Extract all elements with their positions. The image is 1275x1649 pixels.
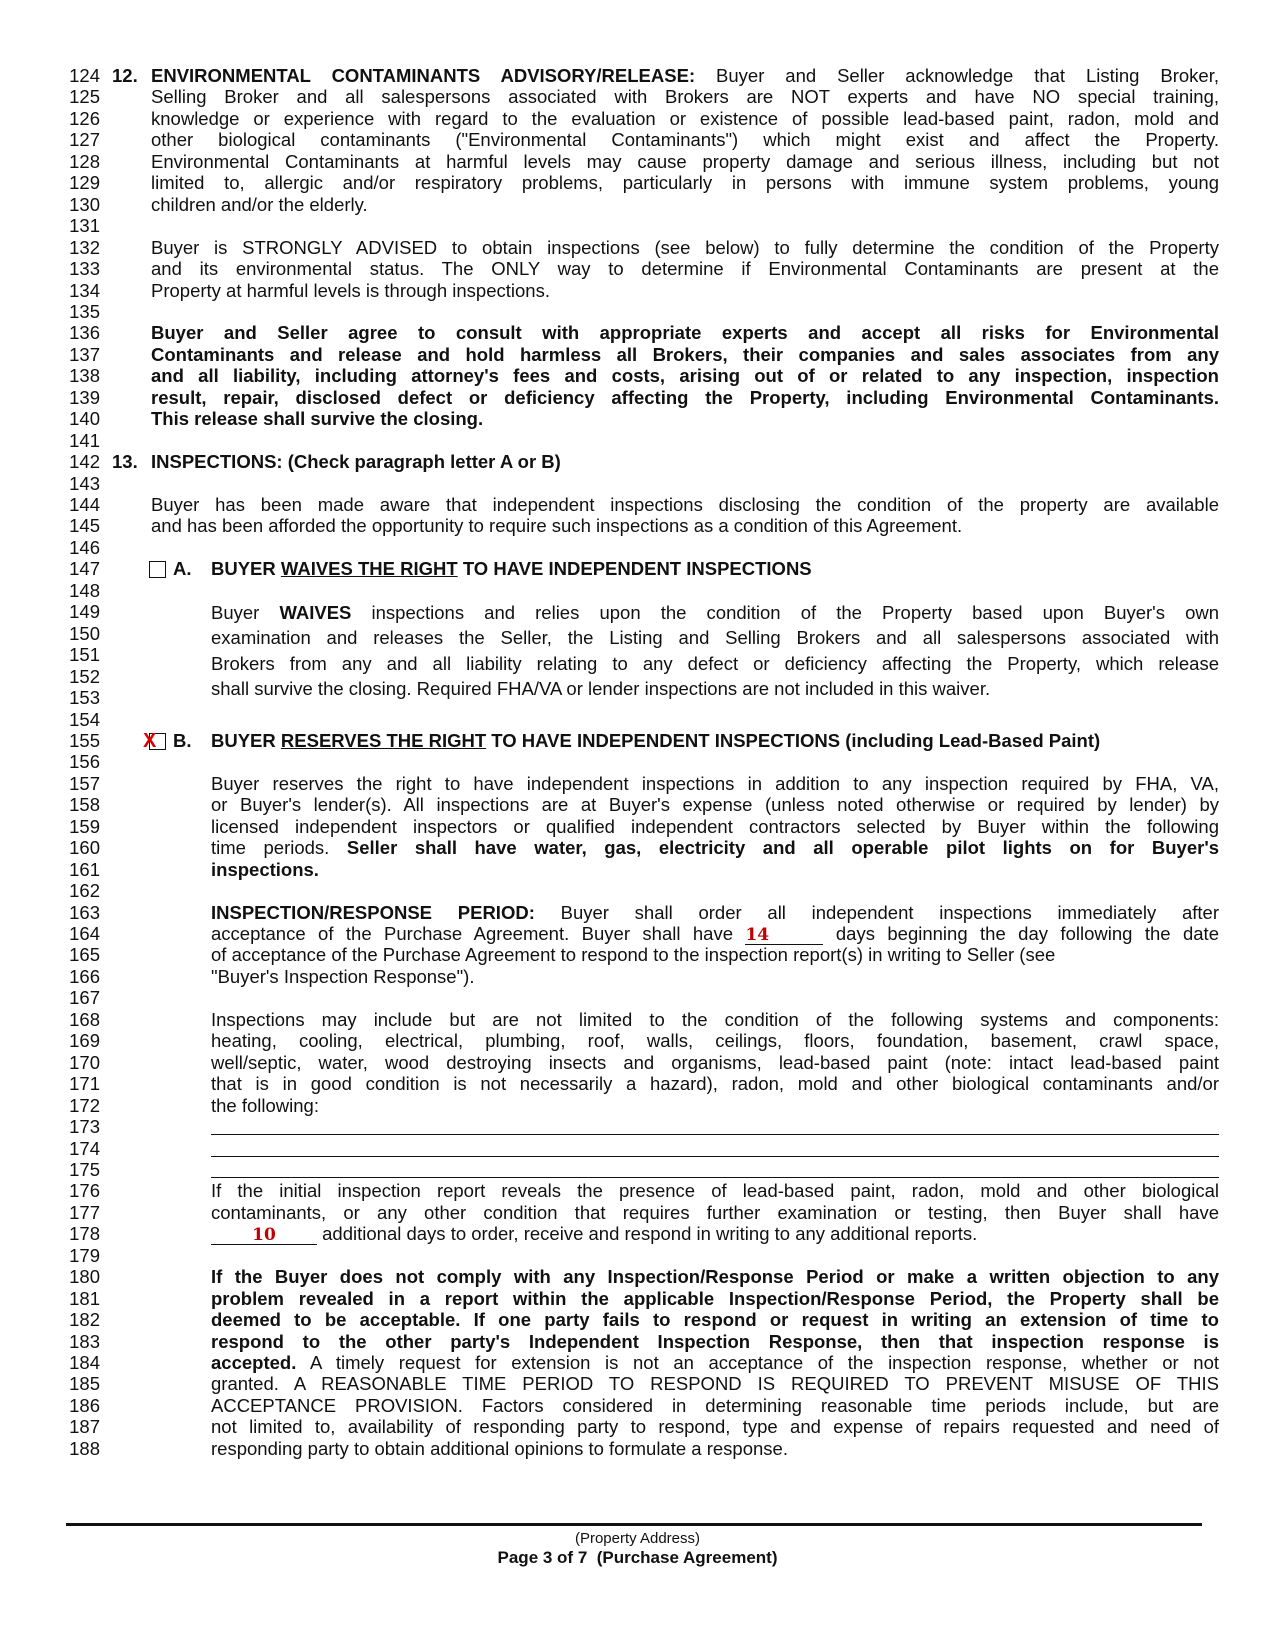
text-line [211, 1030, 1219, 1052]
text-segment: Buyer and Seller agree to consult with appropriate experts and accept all risks for Environmental [151, 322, 1219, 344]
filled-blank-field[interactable]: 10 [211, 1226, 317, 1245]
text-segment: A timely request for extension is not an acceptance of the inspection response, whether or not [296, 1352, 1219, 1373]
text-line [211, 1288, 1219, 1310]
text-segment: WAIVES THE RIGHT [280, 558, 458, 580]
line-number: 157 [69, 772, 100, 794]
line-number: 178 [69, 1223, 100, 1245]
text-segment: and all liability, including attorney's fees and costs, arising out of or related to any inspection, inspection [151, 365, 1219, 387]
text-line [151, 515, 1219, 537]
text-segment: RESERVES THE RIGHT [280, 729, 487, 751]
text-line [151, 65, 1219, 87]
text-segment: Brokers from any and all liability relating to any defect or deficiency affecting the Property, which release [211, 653, 1219, 674]
text-line [211, 816, 1219, 838]
line-number: 158 [69, 794, 100, 816]
line-number: 185 [69, 1373, 100, 1395]
line-number: 167 [69, 987, 100, 1009]
line-number: 181 [69, 1287, 100, 1309]
text-segment: Property at harmful levels is through inspections. [151, 279, 550, 301]
text-segment: that is in good condition is not necessarily a hazard), radon, mold and other biological contaminants and/or [211, 1073, 1219, 1095]
text-segment: Buyer and Seller acknowledge that Listing Broker, [695, 65, 1219, 86]
text-segment: Buyer [211, 602, 280, 623]
line-number: 180 [69, 1266, 100, 1288]
text-line [211, 1395, 1219, 1417]
line-number: 151 [69, 644, 100, 666]
text-line [151, 258, 1219, 280]
blank-entry-line[interactable] [211, 1177, 1219, 1178]
text-segment: BUYER [211, 729, 281, 751]
text-segment: and has been afforded the opportunity to require such inspections as a condition of this Agreement. [151, 515, 963, 537]
text-line [151, 494, 1219, 516]
text-segment: accepted. [211, 1352, 297, 1373]
line-number: 162 [69, 880, 100, 902]
line-number: 141 [69, 429, 100, 451]
text-segment: knowledge or experience with regard to the evaluation or existence of possible lead-based paint, radon, mold and [151, 107, 1219, 129]
line-number: 171 [69, 1073, 100, 1095]
section-number: 13. [112, 451, 138, 473]
text-segment: heating, cooling, electrical, plumbing, roof, walls, ceilings, floors, foundation, basement, crawl space, [211, 1030, 1219, 1052]
line-number: 177 [69, 1201, 100, 1223]
text-segment: "Buyer's Inspection Response"). [211, 965, 475, 987]
text-segment: ACCEPTANCE PROVISION. Factors considered in determining reasonable time periods include, but are [211, 1394, 1219, 1416]
line-number: 152 [69, 665, 100, 687]
text-line [211, 859, 1219, 881]
text-segment: other biological contaminants ("Environmental Contaminants") which might exist and affect the Property. [151, 129, 1219, 151]
text-line [151, 108, 1219, 130]
text-line [211, 944, 1219, 966]
option-letter: A. [173, 558, 192, 580]
text-segment: inspections. [211, 858, 319, 880]
text-segment: Buyer reserves the right to have independent inspections in addition to any inspection required by FHA, VA, [211, 772, 1219, 794]
line-number: 154 [69, 708, 100, 730]
text-segment: licensed independent inspectors or qualified independent contractors selected by Buyer within the following [211, 815, 1219, 837]
line-number: 172 [69, 1094, 100, 1116]
property-address-label: (Property Address) [574, 1530, 701, 1547]
text-segment: Contaminants and release and hold harmless all Brokers, their companies and sales associates from any [151, 343, 1219, 365]
text-segment: TO HAVE INDEPENDENT INSPECTIONS [457, 558, 812, 580]
text-line [151, 365, 1219, 387]
text-segment: granted. A REASONABLE TIME PERIOD TO RESPOND IS REQUIRED TO PREVENT MISUSE OF THIS [211, 1373, 1219, 1395]
footer-divider [66, 1523, 1202, 1526]
line-number: 179 [69, 1244, 100, 1266]
line-number: 168 [69, 1008, 100, 1030]
line-number: 131 [69, 215, 100, 237]
line-number: 128 [69, 150, 100, 172]
line-number: 166 [69, 965, 100, 987]
text-line [211, 966, 1219, 988]
text-line [151, 194, 1219, 216]
text-segment: well/septic, water, wood destroying insects and organisms, lead-based paint (note: intact lead-based paint [211, 1051, 1219, 1073]
text-line [151, 408, 1219, 430]
line-number: 125 [69, 86, 100, 108]
text-segment: Buyer is STRONGLY ADVISED to obtain inspections (see below) to fully determine the condition of the Property [151, 236, 1219, 258]
line-number: 136 [69, 322, 100, 344]
line-number: 163 [69, 901, 100, 923]
line-number: 146 [69, 536, 100, 558]
text-segment: shall survive the closing. Required FHA/VA or lender inspections are not included in this waiver. [211, 678, 991, 699]
line-number: 173 [69, 1116, 100, 1138]
text-segment: INSPECTION/RESPONSE PERIOD: [211, 901, 535, 923]
line-number: 174 [69, 1137, 100, 1159]
line-number: 133 [69, 258, 100, 280]
line-number: 145 [69, 515, 100, 537]
text-line [151, 344, 1219, 366]
text-segment: Seller shall have water, gas, electricity and all operable pilot lights on for Buyer's [346, 837, 1220, 859]
line-number: 129 [69, 172, 100, 194]
line-number: 130 [69, 193, 100, 215]
text-line [211, 558, 1219, 580]
text-segment: If the initial inspection report reveals the presence of lead-based paint, radon, mold and other biological [211, 1180, 1219, 1202]
text-segment: Buyer shall order all independent inspections immediately after [534, 901, 1220, 923]
line-number: 165 [69, 944, 100, 966]
text-segment: WAIVES [279, 602, 352, 623]
text-segment: Environmental Contaminants at harmful levels may cause property damage and serious illness, including but not [151, 150, 1219, 172]
line-number: 159 [69, 815, 100, 837]
text-segment: additional days to order, receive and respond in writing to any additional reports. [317, 1223, 978, 1245]
line-number: 150 [69, 622, 100, 644]
line-number: 184 [69, 1352, 100, 1373]
text-segment: If the Buyer does not comply with any Inspection/Response Period or make a written objection to any [211, 1266, 1219, 1288]
text-segment: days beginning the day following the date [823, 923, 1219, 944]
text-segment: deemed to be acceptable. If one party fails to respond or request in writing an extension of time to [211, 1309, 1219, 1331]
text-line [151, 151, 1219, 173]
line-number: 147 [69, 558, 100, 580]
text-segment: Inspections may include but are not limited to the condition of the following systems and components: [211, 1008, 1219, 1030]
line-number: 148 [69, 579, 100, 601]
line-number: 176 [69, 1180, 100, 1202]
line-number: 164 [69, 923, 100, 944]
text-line [211, 1352, 1219, 1374]
text-line [211, 902, 1219, 924]
option-checkbox[interactable] [149, 561, 166, 578]
text-line [211, 1202, 1219, 1224]
text-line [211, 837, 1219, 859]
line-number: 143 [69, 472, 100, 494]
line-number: 149 [69, 601, 100, 623]
text-segment: the following: [211, 1094, 319, 1116]
text-line [211, 602, 1219, 624]
text-segment: acceptance of the Purchase Agreement. Buyer shall have [211, 923, 746, 944]
text-segment: Buyer has been made aware that independent inspections disclosing the condition of the property are available [151, 494, 1219, 515]
line-number: 169 [69, 1030, 100, 1052]
line-number: 142 [69, 451, 100, 473]
line-number: 135 [69, 300, 100, 322]
text-segment: respond to the other party's Independent Inspection Response, then that inspection response is [211, 1330, 1219, 1352]
text-segment: and its environmental status. The ONLY way to determine if Environmental Contaminants are present at the [151, 258, 1219, 280]
option-letter: B. [173, 729, 192, 751]
text-line [211, 923, 1219, 945]
text-segment: Selling Broker and all salespersons associated with Brokers are NOT experts and have NO special training, [151, 86, 1219, 108]
text-segment: TO HAVE INDEPENDENT INSPECTIONS (including Lead-Based Paint) [486, 729, 1101, 751]
text-line [151, 387, 1219, 409]
text-line [211, 653, 1219, 675]
line-number: 137 [69, 343, 100, 365]
line-number: 126 [69, 107, 100, 129]
text-line [211, 1373, 1219, 1395]
line-number: 153 [69, 687, 100, 709]
text-line [151, 172, 1219, 194]
text-line [151, 129, 1219, 151]
line-number: 187 [69, 1416, 100, 1438]
text-line [211, 1438, 1219, 1460]
text-segment: examination and releases the Seller, the Listing and Selling Brokers and all salespersons associated with [211, 627, 1219, 648]
filled-blank-field[interactable]: 14 [745, 926, 823, 945]
text-line [211, 1223, 1219, 1245]
line-number: 155 [69, 729, 100, 751]
blank-entry-line[interactable] [211, 1156, 1219, 1157]
line-number: 170 [69, 1051, 100, 1073]
line-number: 134 [69, 279, 100, 301]
line-number: 138 [69, 365, 100, 387]
text-segment: ENVIRONMENTAL CONTAMINANTS ADVISORY/RELEASE: [151, 65, 696, 86]
text-line [151, 451, 1219, 473]
text-line [211, 730, 1231, 752]
check-mark-icon: X [143, 729, 157, 752]
text-segment: limited to, allergic and/or respiratory problems, particularly in persons with immune system problems, young [151, 172, 1219, 194]
text-segment: This release shall survive the closing. [151, 408, 484, 430]
line-number: 161 [69, 858, 100, 880]
line-number: 144 [69, 494, 100, 515]
text-segment: not limited to, availability of responding party to respond, type and expense of repairs requested and need of [211, 1416, 1219, 1438]
text-line [211, 1266, 1219, 1288]
line-number: 124 [69, 65, 100, 86]
line-number: 140 [69, 408, 100, 430]
text-line [151, 280, 1219, 302]
text-segment: children and/or the elderly. [151, 193, 368, 215]
text-line [211, 627, 1219, 649]
line-number: 132 [69, 236, 100, 258]
text-line [211, 1180, 1219, 1202]
line-number: 186 [69, 1394, 100, 1416]
text-line [211, 1073, 1219, 1095]
line-number: 175 [69, 1158, 100, 1180]
text-line [211, 1416, 1219, 1438]
text-line [151, 322, 1219, 344]
text-line [211, 678, 1219, 700]
text-line [211, 1331, 1219, 1353]
text-line [151, 86, 1219, 108]
line-number: 188 [69, 1437, 100, 1459]
line-number: 183 [69, 1330, 100, 1352]
text-line [211, 1095, 1219, 1117]
text-line [211, 1052, 1219, 1074]
text-line [151, 237, 1219, 259]
text-segment: contaminants, or any other condition that requires further examination or testing, then Buyer shall have [211, 1201, 1219, 1223]
line-number: 182 [69, 1309, 100, 1331]
text-segment: INSPECTIONS: (Check paragraph letter A or B) [151, 451, 561, 473]
text-segment: time periods. [211, 837, 347, 859]
text-segment: inspections and relies upon the condition of the Property based upon Buyer's own [351, 602, 1220, 623]
text-line [211, 1009, 1219, 1031]
line-number: 127 [69, 129, 100, 151]
page-number-label: Page 3 of 7 (Purchase Agreement) [497, 1548, 778, 1567]
text-segment: result, repair, disclosed defect or deficiency affecting the Property, including Environmental Contaminants. [151, 386, 1219, 408]
text-segment: responding party to obtain additional opinions to formulate a response. [211, 1437, 788, 1459]
section-number: 12. [112, 65, 138, 86]
text-line [211, 794, 1219, 816]
line-number: 139 [69, 386, 100, 408]
line-number: 160 [69, 837, 100, 859]
line-number: 156 [69, 751, 100, 773]
blank-entry-line[interactable] [211, 1134, 1219, 1135]
text-line [211, 1309, 1219, 1331]
text-segment: of acceptance of the Purchase Agreement to respond to the inspection report(s) in writing to Seller (see [211, 944, 1056, 966]
text-segment: problem revealed in a report within the applicable Inspection/Response Period, the Property shall be [211, 1287, 1219, 1309]
text-segment: or Buyer's lender(s). All inspections are at Buyer's expense (unless noted otherwise or required by lender) by [211, 794, 1219, 816]
text-segment: BUYER [211, 558, 281, 580]
text-line [211, 773, 1219, 795]
